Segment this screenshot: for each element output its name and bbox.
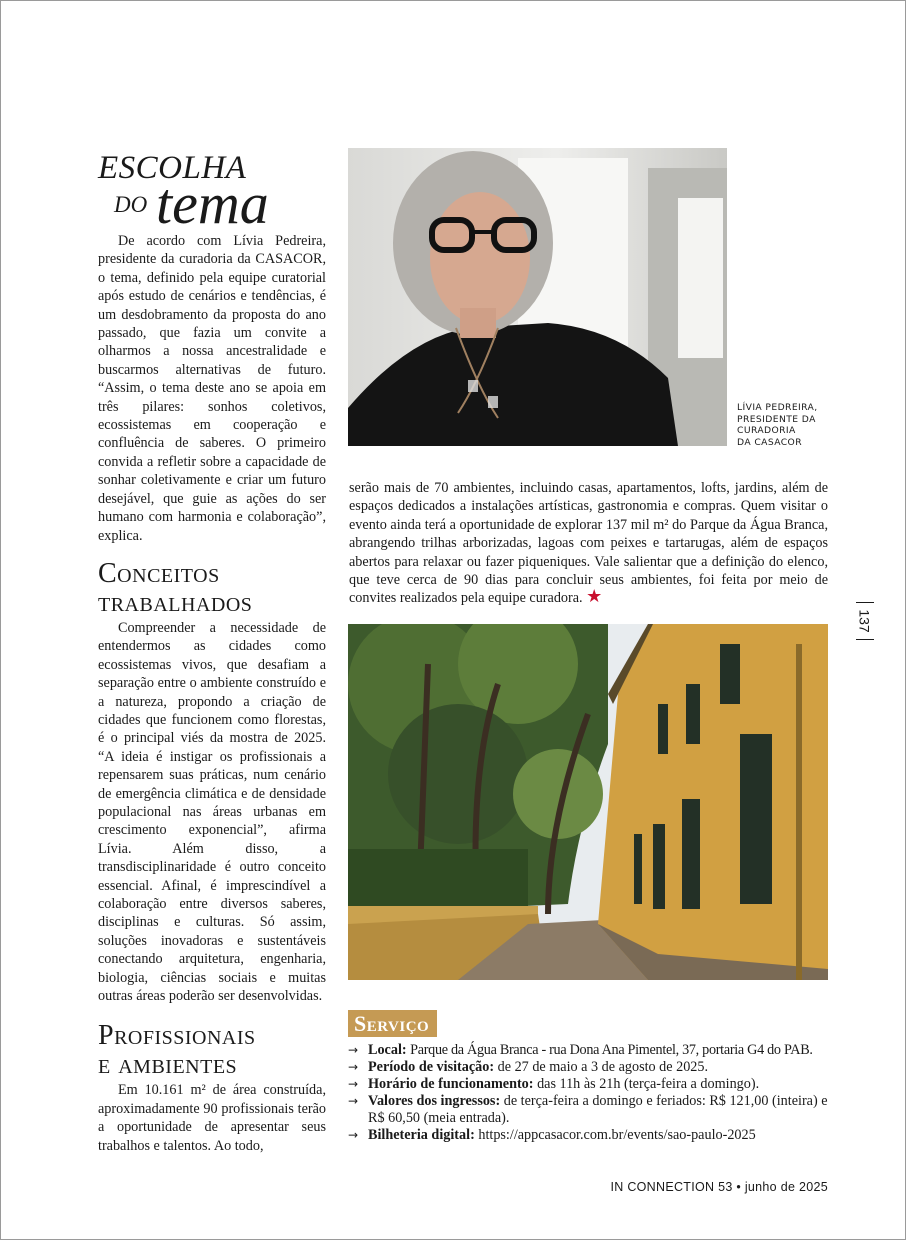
servico-item-label: Valores dos ingressos: — [368, 1093, 501, 1109]
servico-item-text: de 27 de maio a 3 de agosto de 2025. — [497, 1059, 709, 1075]
heading-profissionais — [98, 1021, 326, 1079]
servico-item-bilheteria — [348, 1127, 828, 1144]
arrow-right-icon: → — [348, 1060, 359, 1074]
servico-list — [348, 1042, 828, 1144]
servico-item-periodo — [348, 1059, 828, 1076]
page-number — [856, 602, 874, 640]
profissionais-continuation — [349, 479, 828, 608]
arrow-right-icon: → — [348, 1043, 359, 1057]
escolha-body: De acordo com Lívia Pedreira, presidente da curadoria da CASACOR, o tema, definido pela equipe curatorial após estudo de cenários e tendências, é um desdobramento da proposta do ano passado, que fazia um convite a olharmos a nossa ancestralidade e buscarmos alternativas de futuro. “Assim, o tema deste ano se apoia em três pilares: sonhos coletivos, ecossistemas em cooperação e confluência de saberes. O primeiro convida a refletir sobre a capacidade de sonhar coletivamente e criar um futuro desejável, que guie as ações do ser humano com harmonia e colaboração”, explica. — [98, 233, 326, 544]
heading-escolha-tema: tema — [156, 171, 269, 236]
heading-escolha-do-tema — [98, 150, 326, 236]
servico-item-text: das 11h às 21h (terça-feira a domingo). — [537, 1076, 760, 1092]
servico-item-local — [348, 1042, 828, 1059]
arrow-right-icon: → — [348, 1077, 359, 1091]
caption-line2: PRESIDENTE DA — [737, 413, 816, 425]
photo-caption — [737, 402, 837, 448]
servico-item-link[interactable]: https://appcasacor.com.br/events/sao-paulo-2025 — [478, 1127, 756, 1143]
servico-item-label: Período de visitação: — [368, 1059, 495, 1075]
servico-item-label: Bilheteria digital: — [368, 1127, 475, 1143]
page-number-text: 137 — [857, 609, 874, 633]
left-column — [98, 150, 326, 1155]
arrow-right-icon: → — [348, 1128, 359, 1142]
end-mark-icon: ★ — [586, 586, 603, 607]
servico-item-label: Horário de funcionamento: — [368, 1076, 534, 1092]
caption-line1: LÍVIA PEDREIRA, — [737, 402, 818, 413]
heading-conceitos-line2: trabalhados — [98, 586, 253, 618]
caption-line3: CURADORIA — [737, 425, 796, 436]
heading-profissionais-line2: e ambientes — [98, 1049, 238, 1081]
heading-profissionais-line1: Profissionais — [98, 1020, 256, 1052]
profissionais-body: Em 10.161 m² de área construída, aproximadamente 90 profissionais terão a oportunidade de apresentar seus trabalhos e talentos. Ao todo, — [98, 1082, 326, 1154]
caption-line4: DA CASACOR — [737, 436, 802, 448]
conceitos-body: Compreender a necessidade de entendermos as cidades como ecossistemas vivos, que desafiam a separação entre o ambiente construído e a natureza, propondo a criação de cidades que funcionem como florestas, é o principal viés da mostra de 2025. “A ideia é instigar os profissionais a repensarem suas práticas, num cenário de emergência climática e de densidade populacional nas áreas urbanas em crescimento exponencial”, afirma Lívia. Além disso, a transdisciplinaridade é outro conceito essencial. Afinal, é imprescindível a colaboração entre diversos saberes, disciplinas e culturas. Só assim, soluções inovadoras e sustentáveis conectando arquitetura, engenharia, biologia, ciências sociais e muitas outras áreas poderão ser desenvolvidas. — [98, 619, 326, 1005]
park-building-photo — [348, 624, 828, 980]
heading-escolha-line1: ESCOLHA — [98, 150, 247, 186]
heading-escolha-do: DO — [114, 192, 148, 217]
heading-conceitos-line1: Conceitos — [98, 557, 220, 589]
servico-item-text: Parque da Água Branca - rua Dona Ana Pimentel, 37, portaria G4 do PAB. — [410, 1042, 813, 1058]
servico-item-label: Local: — [368, 1042, 407, 1058]
arrow-right-icon: → — [348, 1094, 359, 1108]
servico-item-ingressos — [348, 1093, 828, 1127]
servico-label: Serviço — [348, 1010, 437, 1037]
heading-conceitos — [98, 559, 326, 617]
portrait-photo — [348, 148, 727, 446]
continuation-text: serão mais de 70 ambientes, incluindo casas, apartamentos, lofts, jardins, além de espaços dedicados a instalações artísticas, gastronomia e compras. Quem visitar o evento ainda terá a oportunidade de explorar 137 mil m² do Parque da Água Branca, abrangendo trilhas arborizadas, lagoas com peixes e tartarugas, além de espaços abertos para relaxar ou fazer piqueniques. Vale salientar que a definição do elenco, que teve cerca de 90 dias para concluir seus ambientes, foi feita por meio de convites realizados pela equipe curadora. — [349, 480, 828, 607]
servico-item-horario — [348, 1076, 828, 1093]
footer-publication: IN CONNECTION 53 • junho de 2025 — [610, 1180, 828, 1194]
right-column-text — [349, 479, 828, 608]
servico-item-text: de terça-feira a domingo e feriados: R$ 121,00 (inteira) e R$ 60,50 (meia entrada). — [368, 1093, 828, 1126]
